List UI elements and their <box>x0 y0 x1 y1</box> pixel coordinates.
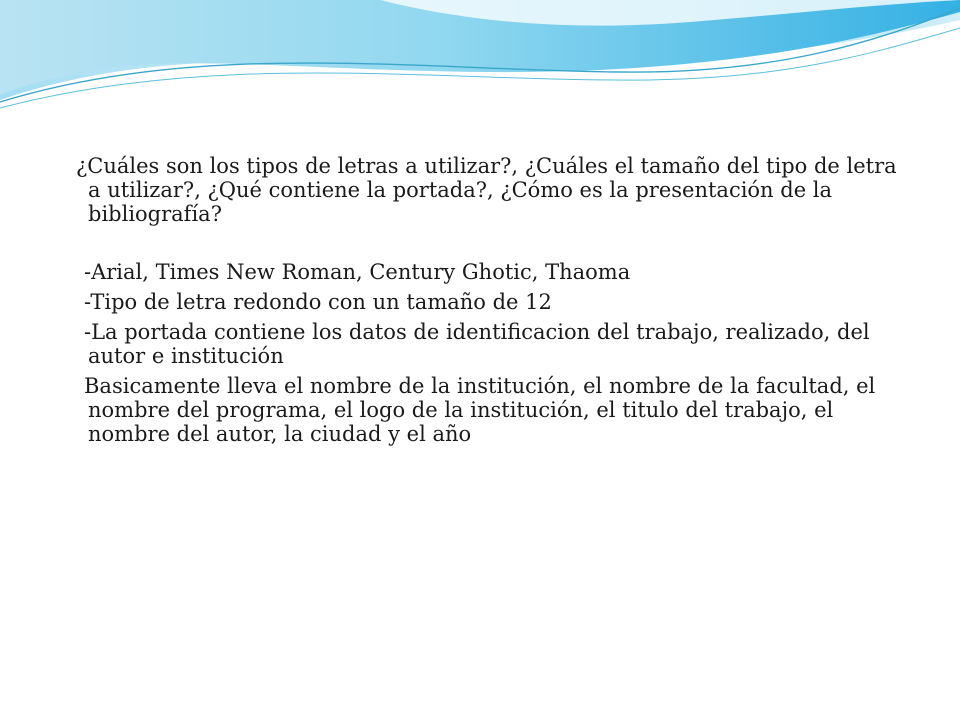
slide-body <box>76 154 908 446</box>
answer-cover-details: Basicamente lleva el nombre de la institución, el nombre de la facultad, el nombre del programa, el logo de la institución, el titulo del trabajo, el nombre del autor, la ciudad y el año <box>84 374 876 446</box>
header-wave-decoration <box>0 0 960 115</box>
answer-cover: -La portada contiene los datos de identificacion del trabajo, realizado, del autor e institución <box>84 320 870 368</box>
answer-font-size: -Tipo de letra redondo con un tamaño de 12 <box>84 290 552 314</box>
answer-fonts: -Arial, Times New Roman, Century Ghotic, Thaoma <box>84 260 631 284</box>
question-paragraph: ¿Cuáles son los tipos de letras a utilizar?, ¿Cuáles el tamaño del tipo de letra a utilizar?, ¿Qué contiene la portada?, ¿Cómo es la presentación de la bibliografía? <box>76 154 897 226</box>
